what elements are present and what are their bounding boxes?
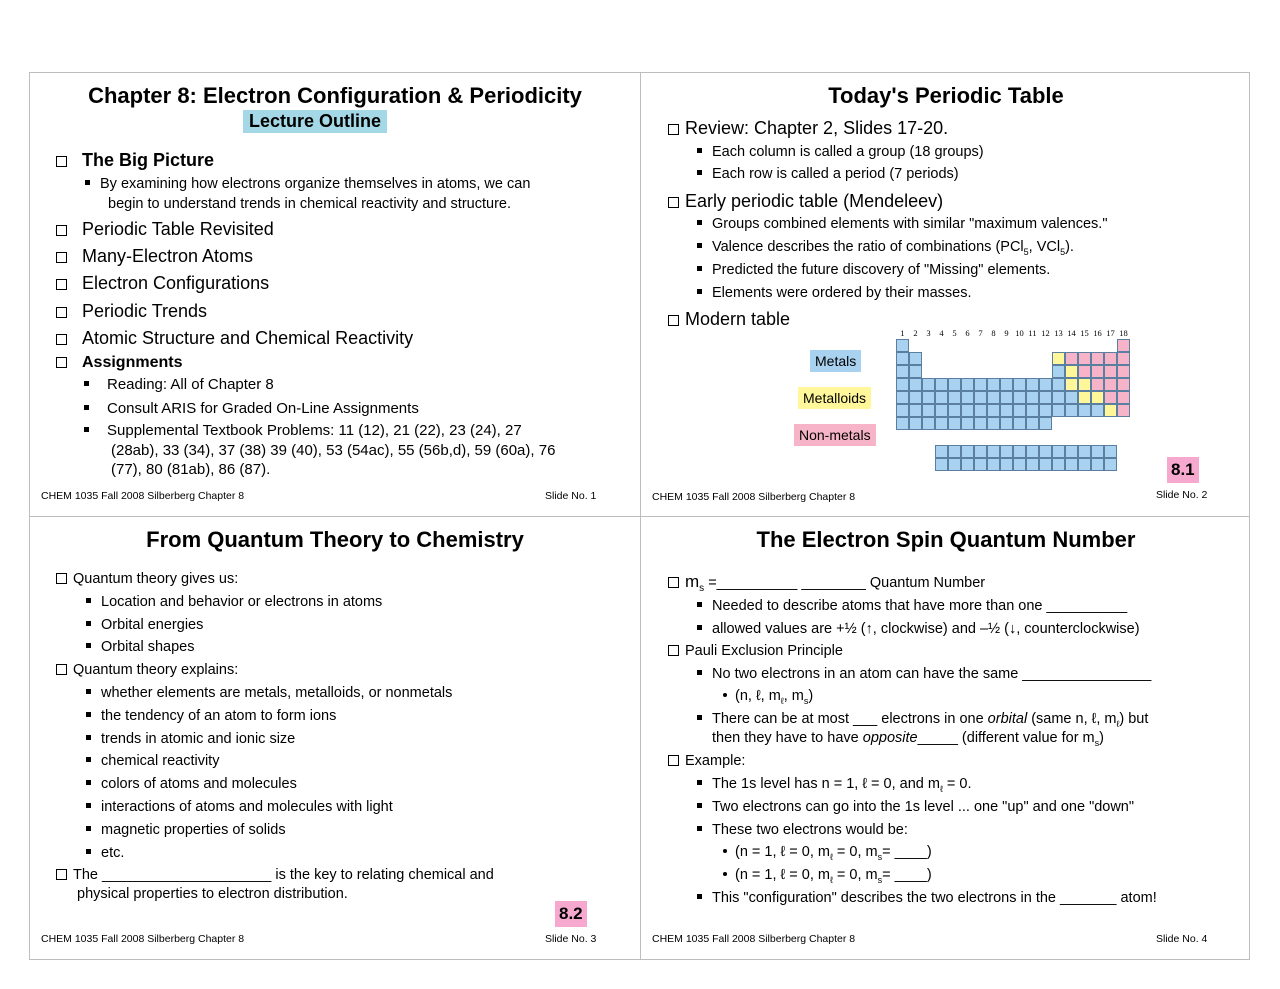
element-cell <box>896 417 909 430</box>
big-picture-text-2: begin to understand trends in chemical reactivity and structure. <box>108 196 511 212</box>
element-cell <box>1117 365 1130 378</box>
footer-course: CHEM 1035 Fall 2008 Silberberg Chapter 8 <box>652 491 856 503</box>
checkbox-icon <box>668 197 679 208</box>
group-number: 8 <box>991 328 996 338</box>
element-cell <box>935 417 948 430</box>
ms-bullet: Needed to describe atoms that have more than one __________ <box>697 598 1127 614</box>
bullet-icon <box>723 849 727 853</box>
checkbox-icon <box>56 307 67 318</box>
element-cell <box>909 404 922 417</box>
topic-item: Electron Configurations <box>56 273 269 294</box>
periodic-table <box>896 328 1130 475</box>
bullet-icon <box>84 381 89 386</box>
element-cell <box>948 445 961 458</box>
slide-title: Today's Periodic Table <box>828 83 1064 108</box>
group-number: 4 <box>939 328 944 338</box>
slide-title: The Electron Spin Quantum Number <box>756 527 1136 552</box>
assignment-item: Consult ARIS for Graded On-Line Assignments <box>84 400 419 417</box>
bullet-icon <box>86 598 91 603</box>
element-cell <box>1039 445 1052 458</box>
legend-metalloids: Metalloids <box>798 387 871 409</box>
element-cell <box>1052 365 1065 378</box>
element-cell <box>961 391 974 404</box>
example-bullet: These two electrons would be: <box>697 822 908 838</box>
element-cell <box>987 378 1000 391</box>
bullet-icon <box>697 715 702 720</box>
bullet-icon <box>697 243 702 248</box>
early-bullet: Groups combined elements with similar "maximum valences." <box>697 216 1108 232</box>
element-cell <box>1078 404 1091 417</box>
checkbox-icon <box>668 124 679 135</box>
element-cell <box>1117 352 1130 365</box>
element-cell <box>935 378 948 391</box>
element-cell <box>961 458 974 471</box>
bullet-icon <box>697 826 702 831</box>
slide-4 <box>641 517 1251 960</box>
element-cell <box>922 391 935 404</box>
pauli-subbullet: (n, ℓ, $m_\ell$, $m_s$) <box>723 688 813 706</box>
slide-title: From Quantum Theory to Chemistry <box>146 527 524 552</box>
early-table-heading: Early periodic table (Mendeleev) <box>668 191 943 212</box>
element-cell <box>922 378 935 391</box>
element-cell <box>1104 365 1117 378</box>
bullet-icon <box>697 170 702 175</box>
topic-item: Atomic Structure and Chemical Reactivity <box>56 328 413 349</box>
assignment-item: Reading: All of Chapter 8 <box>84 376 274 393</box>
element-cell <box>1052 404 1065 417</box>
bullet-icon <box>697 220 702 225</box>
element-cell <box>896 352 909 365</box>
checkbox-icon <box>668 645 679 656</box>
element-cell <box>1052 391 1065 404</box>
explains-item: interactions of atoms and molecules with light <box>86 799 393 815</box>
element-cell <box>1013 378 1026 391</box>
element-cell <box>987 445 1000 458</box>
bullet-icon <box>86 621 91 626</box>
element-cell <box>935 404 948 417</box>
bullet-icon <box>723 872 727 876</box>
element-cell <box>1052 378 1065 391</box>
footer-slide-number: Slide No. 3 <box>545 933 597 945</box>
group-number: 11 <box>1028 328 1037 338</box>
element-cell <box>1117 339 1130 352</box>
footer-course: CHEM 1035 Fall 2008 Silberberg Chapter 8 <box>41 933 245 945</box>
element-cell <box>1026 417 1039 430</box>
element-cell <box>1052 445 1065 458</box>
topic-item: Periodic Trends <box>56 301 207 322</box>
group-number: 17 <box>1106 328 1115 338</box>
bullet-icon <box>84 405 89 410</box>
bullet-icon <box>697 625 702 630</box>
bullet-icon <box>85 180 90 185</box>
element-cell <box>896 391 909 404</box>
pauli-heading: Pauli Exclusion Principle <box>668 643 843 659</box>
explains-item: whether elements are metals, metalloids, or nonmetals <box>86 685 452 701</box>
element-cell <box>1039 404 1052 417</box>
element-cell <box>1039 458 1052 471</box>
footer-slide-number: Slide No. 2 <box>1156 489 1208 501</box>
group-number: 6 <box>965 328 970 338</box>
group-number: 5 <box>952 328 957 338</box>
element-cell <box>1065 404 1078 417</box>
element-cell <box>1026 458 1039 471</box>
key-statement-cont: physical properties to electron distribution. <box>77 886 348 902</box>
group-number: 2 <box>913 328 918 338</box>
element-cell <box>1026 404 1039 417</box>
example-subbullet: (n = 1, ℓ = 0, $m_\ell = 0$, $m_s=$ ____) <box>723 844 932 862</box>
element-cell <box>1104 404 1117 417</box>
element-cell <box>948 458 961 471</box>
element-cell <box>1013 404 1026 417</box>
element-cell <box>1104 352 1117 365</box>
element-cell <box>1026 445 1039 458</box>
slide-title: Chapter 8: Electron Configuration & Periodicity <box>88 83 582 108</box>
explains-item: the tendency of an atom to form ions <box>86 708 336 724</box>
pauli-bullet: There can be at most ___ electrons in one orbital (same n, ℓ, $m_\ell$) but <box>697 711 1148 729</box>
element-cell <box>1065 445 1078 458</box>
slide-1 <box>30 73 640 516</box>
checkbox-icon <box>56 357 67 368</box>
checkbox-icon <box>56 156 67 167</box>
review-bullet: Each row is called a period (7 periods) <box>697 166 959 182</box>
element-cell <box>1013 391 1026 404</box>
element-cell <box>1065 378 1078 391</box>
element-cell <box>1039 417 1052 430</box>
footer-slide-number: Slide No. 4 <box>1156 933 1208 945</box>
bullet-icon <box>697 266 702 271</box>
checkbox-icon <box>56 252 67 263</box>
element-cell <box>909 378 922 391</box>
element-cell <box>961 404 974 417</box>
element-cell <box>1117 391 1130 404</box>
group-number: 18 <box>1119 328 1128 338</box>
group-number: 9 <box>1004 328 1009 338</box>
assignments-heading: Assignments <box>56 354 182 372</box>
element-cell <box>1078 378 1091 391</box>
element-cell <box>1078 365 1091 378</box>
ms-bullet: allowed values are +½ (↑, clockwise) and –½ (↓, counterclockwise) <box>697 621 1140 637</box>
bullet-icon <box>86 780 91 785</box>
explains-item: etc. <box>86 845 124 861</box>
explains-item: colors of atoms and molecules <box>86 776 297 792</box>
group-number: 1 <box>900 328 905 338</box>
element-cell <box>974 458 987 471</box>
explains-item: chemical reactivity <box>86 753 219 769</box>
example-subbullet: (n = 1, ℓ = 0, $m_\ell = 0$, $m_s=$ ____) <box>723 867 932 885</box>
checkbox-icon <box>668 315 679 326</box>
element-cell <box>1065 391 1078 404</box>
group-number: 13 <box>1054 328 1063 338</box>
element-cell <box>1078 445 1091 458</box>
element-cell <box>935 391 948 404</box>
early-bullet: Valence describes the ratio of combinations (PCl$_5$, VCl$_5$). <box>697 239 1074 257</box>
element-cell <box>987 417 1000 430</box>
element-cell <box>974 445 987 458</box>
element-cell <box>974 417 987 430</box>
element-cell <box>1091 404 1104 417</box>
checkbox-icon <box>56 279 67 290</box>
key-statement: The _____________________ is the key to relating chemical and <box>56 867 494 883</box>
element-cell <box>1104 391 1117 404</box>
element-cell <box>948 404 961 417</box>
early-bullet: Elements were ordered by their masses. <box>697 285 972 301</box>
footer-slide-number: Slide No. 1 <box>545 490 597 502</box>
element-cell <box>1117 378 1130 391</box>
gives-heading: Quantum theory gives us: <box>56 571 238 587</box>
bullet-icon <box>697 602 702 607</box>
assignment-item-cont: (77), 80 (81ab), 86 (87). <box>111 461 271 478</box>
element-cell <box>1104 378 1117 391</box>
bullet-icon <box>86 826 91 831</box>
element-cell <box>1013 458 1026 471</box>
element-cell <box>1091 458 1104 471</box>
element-cell <box>987 391 1000 404</box>
checkbox-icon <box>56 664 67 675</box>
element-cell <box>1065 352 1078 365</box>
footer-course: CHEM 1035 Fall 2008 Silberberg Chapter 8 <box>652 933 856 945</box>
assignment-item: Supplemental Textbook Problems: 11 (12), 21 (22), 23 (24), 27 <box>84 422 522 439</box>
element-cell <box>1117 404 1130 417</box>
checkbox-icon <box>56 869 67 880</box>
element-cell <box>1091 365 1104 378</box>
bullet-icon <box>697 670 702 675</box>
lecture-outline-label: Lecture Outline <box>243 110 387 133</box>
bullet-icon <box>86 643 91 648</box>
legend-nonmetals: Non-metals <box>794 424 876 446</box>
big-picture-text: By examining how electrons organize themselves in atoms, we can <box>85 176 530 192</box>
element-cell <box>1013 417 1026 430</box>
element-cell <box>1065 365 1078 378</box>
element-cell <box>1000 391 1013 404</box>
explains-item: trends in atomic and ionic size <box>86 731 295 747</box>
element-cell <box>1078 352 1091 365</box>
element-cell <box>961 445 974 458</box>
element-cell <box>1000 378 1013 391</box>
element-cell <box>896 404 909 417</box>
element-cell <box>896 339 909 352</box>
checkbox-icon <box>56 334 67 345</box>
topic-item: Many-Electron Atoms <box>56 246 253 267</box>
group-number: 12 <box>1041 328 1050 338</box>
element-cell <box>1052 458 1065 471</box>
bullet-icon <box>723 693 727 697</box>
group-number: 16 <box>1093 328 1102 338</box>
element-cell <box>1091 378 1104 391</box>
element-cell <box>1078 458 1091 471</box>
explains-heading: Quantum theory explains: <box>56 662 238 678</box>
assignment-item-cont: (28ab), 33 (34), 37 (38) 39 (40), 53 (54ac), 55 (56b,d), 59 (60a), 76 <box>111 442 556 459</box>
topic-item: Periodic Table Revisited <box>56 219 274 240</box>
checkbox-icon <box>56 573 67 584</box>
element-cell <box>922 417 935 430</box>
checkbox-icon <box>668 755 679 766</box>
bullet-icon <box>86 849 91 854</box>
review-bullet: Each column is called a group (18 groups) <box>697 144 984 160</box>
slide-3 <box>30 517 640 960</box>
bullet-icon <box>697 289 702 294</box>
element-cell <box>1078 391 1091 404</box>
pauli-bullet-cont: then they have to have opposite_____ (different value for $m_s$) <box>712 730 1104 748</box>
slide-2 <box>641 73 1251 516</box>
element-cell <box>896 365 909 378</box>
big-picture-heading: The Big Picture <box>56 150 214 171</box>
element-cell <box>909 391 922 404</box>
element-cell <box>1091 391 1104 404</box>
element-cell <box>987 404 1000 417</box>
bullet-icon <box>697 803 702 808</box>
element-cell <box>1065 458 1078 471</box>
element-cell <box>909 352 922 365</box>
section-badge: 8.2 <box>555 901 587 927</box>
group-number: 7 <box>978 328 983 338</box>
element-cell <box>1013 445 1026 458</box>
review-heading: Review: Chapter 2, Slides 17-20. <box>668 118 948 139</box>
element-cell <box>948 391 961 404</box>
group-number: 10 <box>1015 328 1024 338</box>
element-cell <box>948 417 961 430</box>
element-cell <box>1000 445 1013 458</box>
bullet-icon <box>86 803 91 808</box>
bullet-icon <box>84 427 89 432</box>
element-cell <box>1039 378 1052 391</box>
bullet-icon <box>86 689 91 694</box>
example-bullet: Two electrons can go into the 1s level ... one "up" and one "down" <box>697 799 1134 815</box>
group-number: 15 <box>1080 328 1089 338</box>
element-cell <box>1000 417 1013 430</box>
element-cell <box>987 458 1000 471</box>
pauli-bullet: No two electrons in an atom can have the same ________________ <box>697 666 1151 682</box>
element-cell <box>961 417 974 430</box>
gives-item: Orbital energies <box>86 617 203 633</box>
element-cell <box>896 378 909 391</box>
element-cell <box>909 365 922 378</box>
modern-table-heading: Modern table <box>668 309 790 330</box>
checkbox-icon <box>56 225 67 236</box>
legend-metals: Metals <box>810 350 861 372</box>
element-cell <box>1039 391 1052 404</box>
footer-course: CHEM 1035 Fall 2008 Silberberg Chapter 8 <box>41 490 245 502</box>
element-cell <box>935 445 948 458</box>
element-cell <box>1091 352 1104 365</box>
element-cell <box>1091 445 1104 458</box>
example-bullet: This "configuration" describes the two electrons in the _______ atom! <box>697 890 1157 906</box>
checkbox-icon <box>668 577 679 588</box>
element-cell <box>948 378 961 391</box>
example-heading: Example: <box>668 753 745 769</box>
early-bullet: Predicted the future discovery of "Missing" elements. <box>697 262 1050 278</box>
element-cell <box>974 391 987 404</box>
group-number: 14 <box>1067 328 1076 338</box>
example-bullet: The 1s level has n = 1, ℓ = 0, and $m_\ell = 0$. <box>697 776 972 794</box>
element-cell <box>1104 458 1117 471</box>
element-cell <box>1026 378 1039 391</box>
element-cell <box>1000 404 1013 417</box>
element-cell <box>922 404 935 417</box>
gives-item: Orbital shapes <box>86 639 195 655</box>
element-cell <box>1104 445 1117 458</box>
element-cell <box>1000 458 1013 471</box>
bullet-icon <box>697 894 702 899</box>
explains-item: magnetic properties of solids <box>86 822 286 838</box>
bullet-icon <box>86 712 91 717</box>
element-cell <box>935 458 948 471</box>
section-badge: 8.1 <box>1167 457 1199 483</box>
element-cell <box>909 417 922 430</box>
element-cell <box>961 378 974 391</box>
element-cell <box>974 404 987 417</box>
bullet-icon <box>86 757 91 762</box>
bullet-icon <box>697 148 702 153</box>
group-number: 3 <box>926 328 931 338</box>
element-cell <box>1026 391 1039 404</box>
bullet-icon <box>86 735 91 740</box>
ms-heading: $m_s$ =__________ ________ Quantum Number <box>668 572 985 594</box>
bullet-icon <box>697 780 702 785</box>
element-cell <box>974 378 987 391</box>
gives-item: Location and behavior or electrons in atoms <box>86 594 382 610</box>
element-cell <box>1052 352 1065 365</box>
